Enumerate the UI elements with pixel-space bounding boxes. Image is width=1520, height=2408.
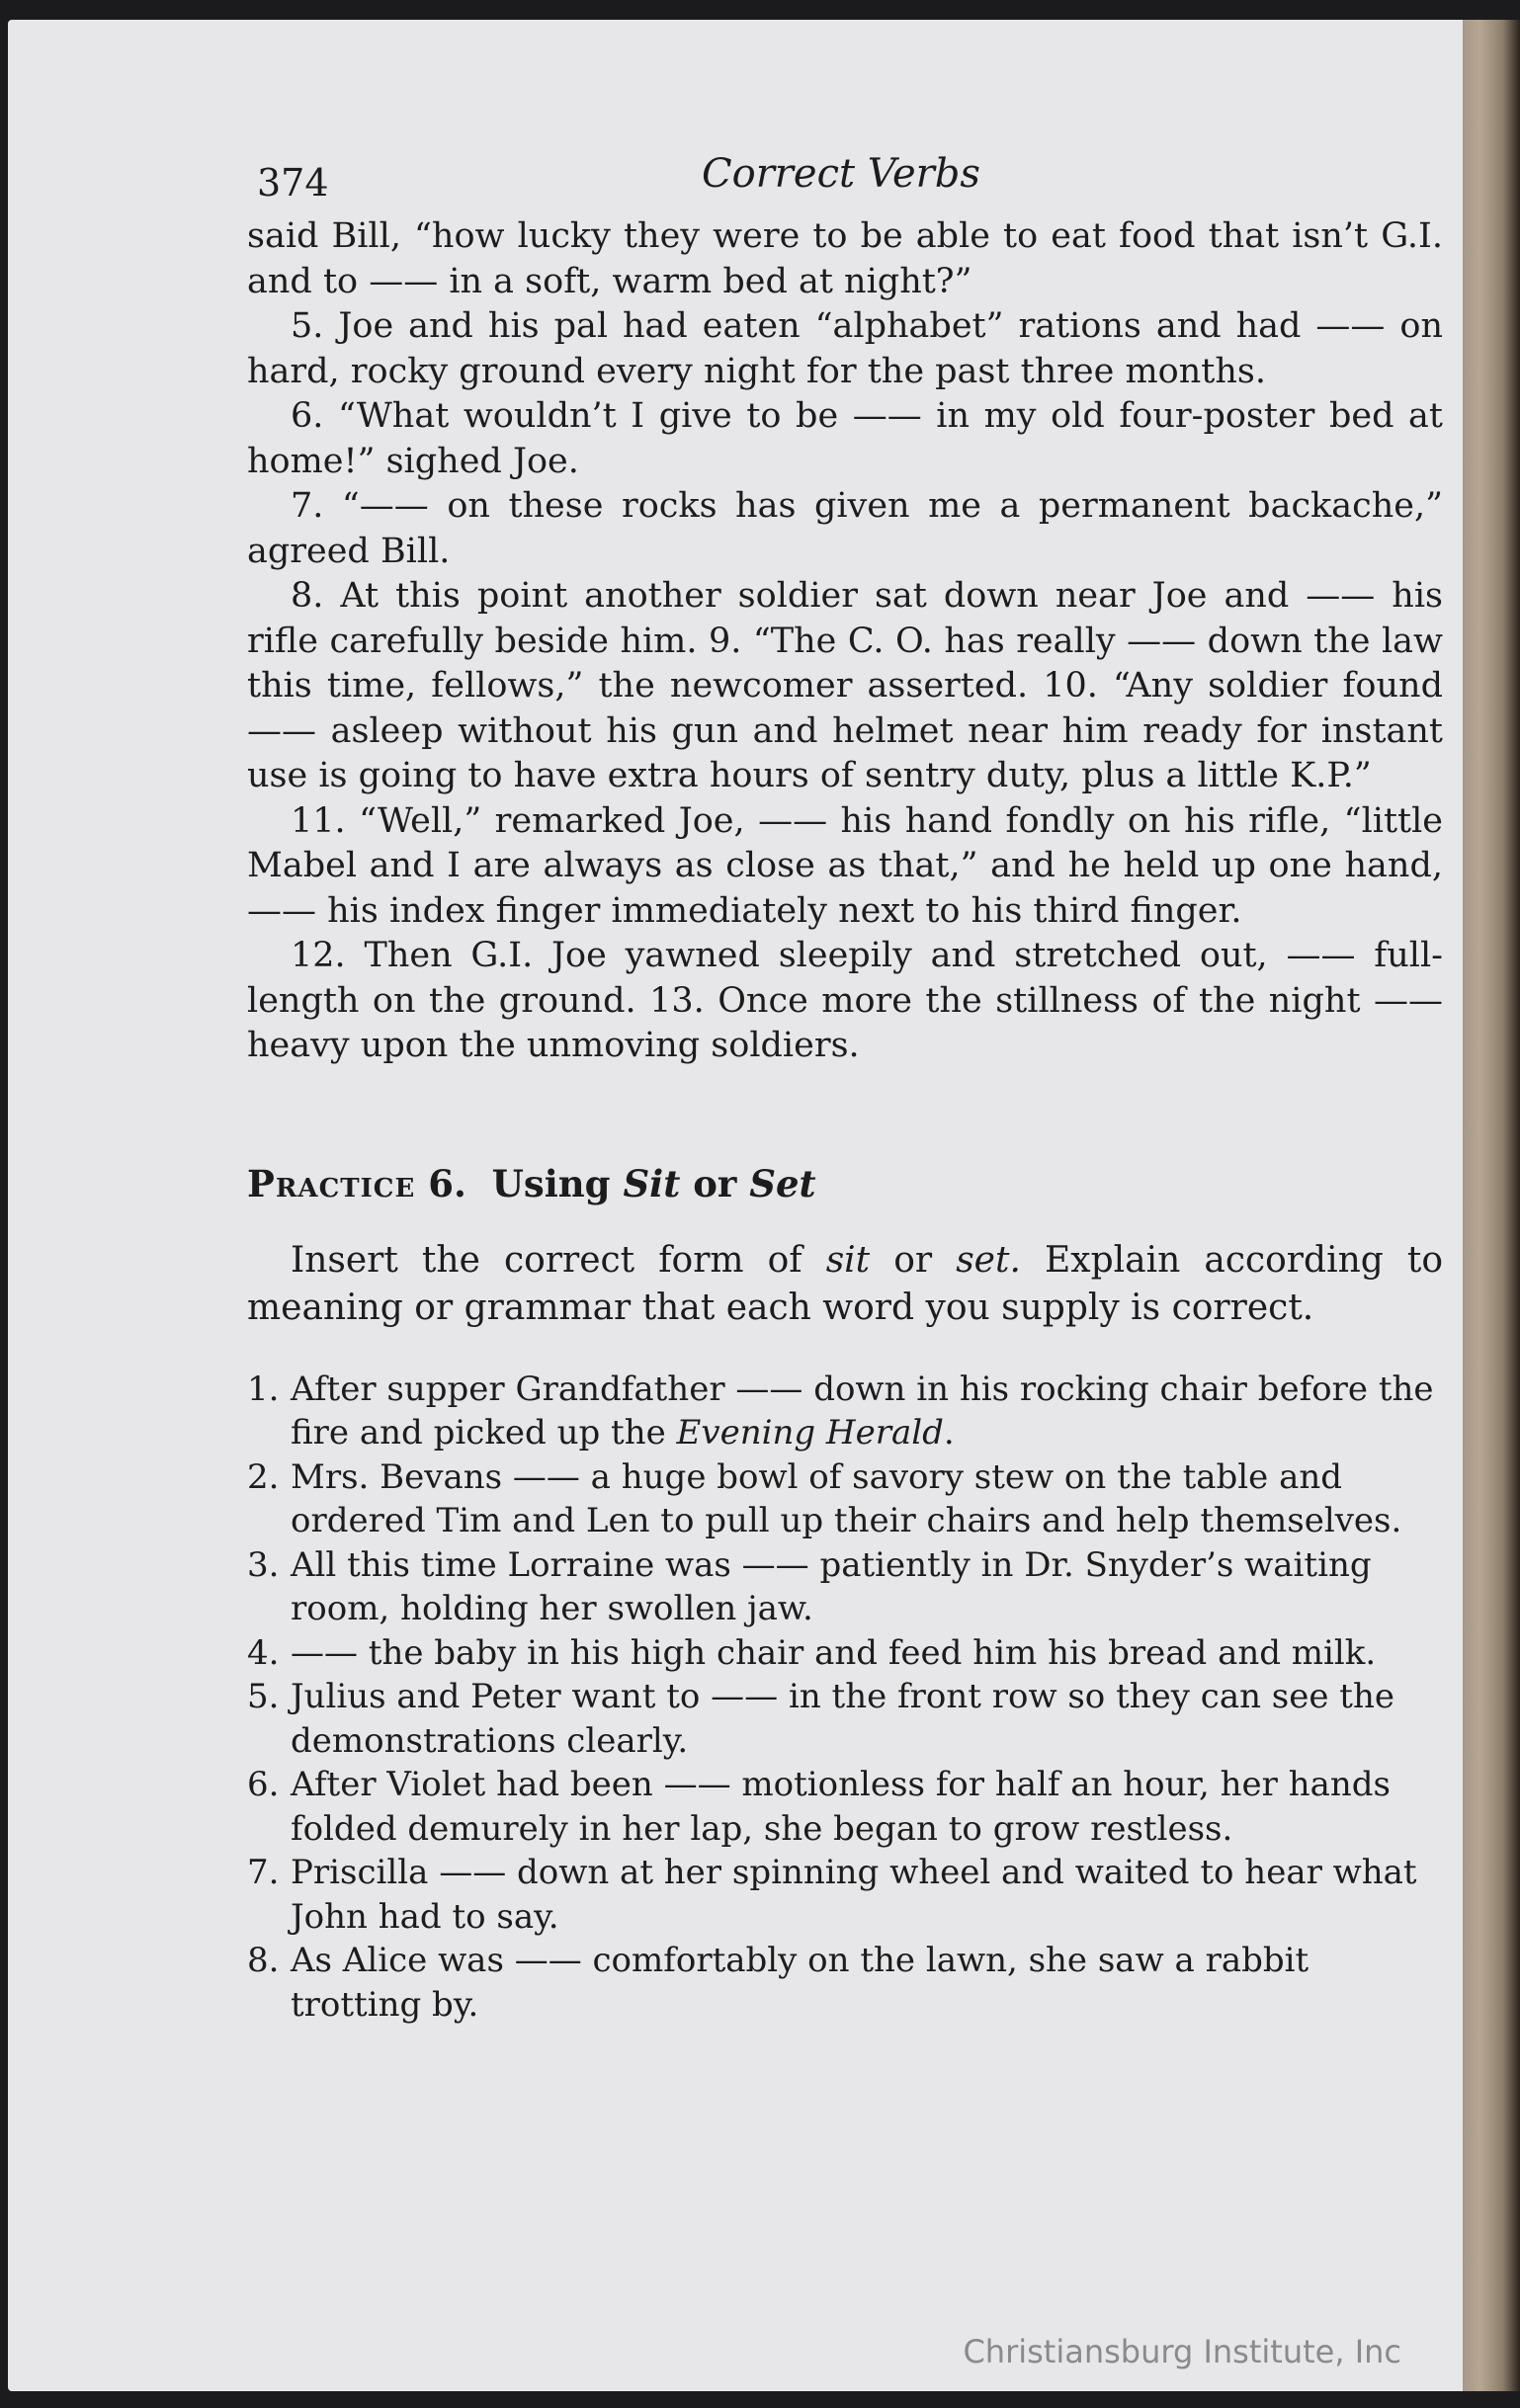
paragraph: 5. Joe and his pal had eaten “alphabet” rations and had —— on hard, rocky ground every night for the past three months.: [247, 306, 1443, 391]
exercise-text: As Alice was —— comfortably on the lawn, she saw a rabbit trotting by.: [291, 1941, 1309, 2025]
practice-heading: [247, 1160, 1443, 1207]
exercise-text-end: .: [943, 1413, 955, 1453]
page-number: 374: [257, 161, 329, 205]
exercise-item: [247, 1631, 1443, 1676]
paragraph: 11. “Well,” remarked Joe, —— his hand fondly on his rifle, “little Mabel and I are always as close as that,” and he held up one hand, —— his index finger immediately next to his third finger.: [247, 800, 1443, 931]
practice-word-set: Set: [749, 1161, 816, 1205]
exercise-text: Priscilla —— down at her spinning wheel and waited to hear what John had to say.: [291, 1853, 1417, 1937]
book-spine-edge: [1463, 20, 1520, 2391]
exercise-number: 5.: [247, 1677, 280, 1716]
exercise-text: After supper Grandfather —— down in his rocking chair before the fire and picked up the: [291, 1369, 1434, 1453]
exercise-italic: Evening Herald: [676, 1413, 944, 1453]
exercise-number: 2.: [247, 1456, 280, 1497]
paragraph: said Bill, “how lucky they were to be able to eat food that isn’t G.I. and to —— in a soft, warm bed at night?”: [247, 216, 1443, 301]
paragraph: 6. “What wouldn’t I give to be —— in my old four-poster bed at home!” sighed Joe.: [247, 396, 1443, 481]
exercise-item: [247, 1851, 1443, 1939]
exercise-continuation: [247, 214, 1443, 1069]
instructions-set: set.: [956, 1239, 1021, 1281]
exercise-list: [247, 1368, 1443, 2028]
exercise-number: 7.: [247, 1853, 280, 1892]
practice-title-pre: Using: [491, 1161, 611, 1205]
exercise-text: —— the baby in his high chair and feed him his bread and milk.: [291, 1632, 1377, 1673]
paragraph: 12. Then G.I. Joe yawned sleepily and stretched out, —— full-length on the ground. 13. Once more the stillness of the night —— heavy upon the unmoving soldiers.: [247, 936, 1443, 1065]
instructions-or: or: [893, 1239, 933, 1281]
paragraph: 7. “—— on these rocks has given me a permanent backache,” agreed Bill.: [247, 486, 1443, 571]
running-head: [247, 143, 1443, 214]
exercise-number: 6.: [247, 1765, 280, 1804]
exercise-number: 3.: [247, 1544, 280, 1585]
exercise-text: All this time Lorraine was —— patiently in Dr. Snyder’s waiting room, holding her swollen jaw.: [291, 1544, 1372, 1628]
exercise-item: [247, 1675, 1443, 1763]
practice-word-sit: Sit: [623, 1161, 681, 1205]
practice-number: 6.: [428, 1161, 466, 1205]
exercise-number: 4.: [247, 1632, 280, 1673]
exercise-item: [247, 1368, 1443, 1455]
instructions-sit: sit: [825, 1239, 871, 1281]
instructions-part2: Explain according to meaning or grammar that each word you supply is correct.: [247, 1239, 1444, 1328]
exercise-number: 8.: [247, 1941, 280, 1980]
practice-instructions: [247, 1237, 1443, 1332]
exercise-item: [247, 1763, 1443, 1851]
exercise-text: After Violet had been —— motionless for half an hour, her hands folded demurely in her lap, she began to grow restless.: [291, 1765, 1392, 1849]
exercise-item: [247, 1939, 1443, 2027]
practice-title-or: or: [693, 1161, 737, 1205]
exercise-item: [247, 1455, 1443, 1543]
exercise-item: [247, 1543, 1443, 1631]
exercise-text: Mrs. Bevans —— a huge bowl of savory stew on the table and ordered Tim and Len to pull up their chairs and help themselves.: [291, 1456, 1402, 1540]
watermark-text: Christiansburg Institute, Inc: [963, 2333, 1401, 2370]
page-content: [247, 143, 1443, 2027]
instructions-part1: Insert the correct form of: [291, 1239, 802, 1281]
practice-label: Practice: [247, 1161, 416, 1205]
paragraph: 8. At this point another soldier sat down near Joe and —— his rifle carefully beside him. 9. “The C. O. has really —— down the law this time, fellows,” the newcomer asserted. 10. “Any soldier found —— asleep without his gun and helmet near him ready for instant use is going to have extra hours of sentry duty, plus a little K.P.”: [247, 576, 1443, 795]
running-title: Correct Verbs: [702, 151, 980, 197]
exercise-text: Julius and Peter want to —— in the front row so they can see the demonstrations clearly.: [291, 1677, 1394, 1761]
exercise-number: 1.: [247, 1369, 280, 1409]
